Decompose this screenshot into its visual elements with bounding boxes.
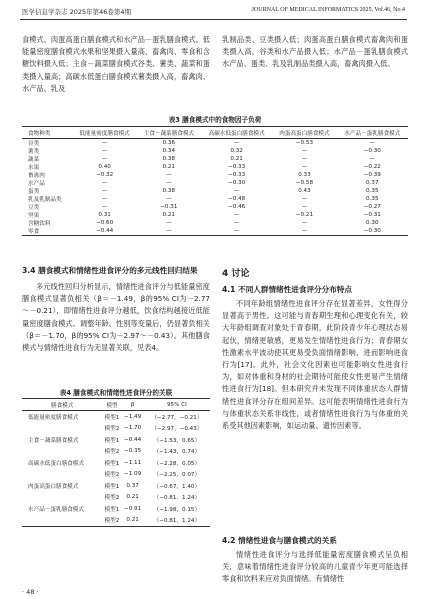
table3-cell: —: [301, 164, 308, 170]
table4-cell: （−2.97，−0.43）: [151, 426, 203, 433]
header-right: JOURNAL OF MEDICAL INFORMATICS 2025, Vol.46, No.4: [251, 7, 405, 13]
table4-cell: [22, 515, 102, 527]
table3-cell: —: [166, 196, 172, 202]
table3-cell: —: [301, 196, 308, 202]
table3-cell: −0.32: [96, 172, 114, 178]
table4-row: [22, 480, 210, 492]
page-number: · 48 ·: [22, 588, 39, 596]
table4-cell: −0.35: [124, 448, 142, 455]
table4-cell: （−1.53，0.65）: [153, 437, 201, 444]
table3-cell: —: [101, 204, 108, 210]
table3-header-cell: 肉蛋高蛋白膳食模式: [272, 127, 336, 139]
table4-row: [22, 434, 210, 446]
table3-cell: 0.38: [162, 188, 176, 194]
table3-header-cell: 食物种类: [22, 127, 72, 139]
section-4-title: 4 讨论: [222, 269, 250, 279]
table4-caption: 表4 膳食模式和情绪性进食评分的关联: [59, 389, 173, 397]
table3-cell: 蔬菜: [28, 157, 40, 163]
table3-row: [22, 163, 408, 171]
table3-cell: 蛋类: [28, 189, 40, 195]
table3-cell: 0.30: [366, 220, 379, 226]
table3-cell: —: [301, 204, 308, 210]
table3-cell: 0.38: [162, 156, 176, 162]
table3-cell: −0.58: [295, 180, 314, 186]
table3-cell: 含糖饮料: [28, 221, 51, 227]
table3-cell: —: [137, 227, 201, 236]
table4-cell: −1.49: [124, 413, 142, 420]
table3-cell: —: [233, 140, 240, 146]
table3-row: [22, 195, 408, 203]
table4-cell: （−0.81，1.24）: [153, 495, 201, 502]
table4-cell: 模型2: [104, 472, 120, 479]
table3-cell: —: [233, 220, 240, 226]
table3-cell: 0.35: [366, 188, 379, 194]
table3-cell: —: [233, 188, 240, 194]
table4-cell: 高碳水低蛋白膳食模式: [28, 460, 84, 467]
table3-row: [22, 187, 408, 195]
table3-cell: —: [166, 220, 172, 226]
table3-cell: —: [272, 227, 336, 236]
table3-row: [22, 147, 408, 155]
table4-cell: [22, 423, 102, 435]
table4-cell: 0.37: [126, 482, 139, 489]
table3-cell: −0.21: [295, 212, 314, 218]
table3-header-cell: 水产品－蛋乳膳食模式: [337, 127, 408, 139]
section-4-1-title: 4.1 不同人群情绪性进食评分分布特点: [222, 285, 353, 294]
table3-cell: —: [301, 220, 308, 226]
table3-cell: −0.30: [363, 148, 381, 154]
table3-cell: 坚果: [28, 213, 40, 219]
table3-row: [22, 227, 408, 236]
table3-cell: —: [101, 180, 108, 186]
table3-cell: 0.32: [230, 148, 243, 154]
table3-cell: —: [101, 188, 108, 194]
table3-cell: —: [233, 212, 240, 218]
section-3-4-title: 3.4 膳食模式和情绪性进食评分的多元线性回归结果: [22, 266, 198, 275]
table4-cell: 低能量密度膳食模式: [28, 414, 79, 421]
table3-cell: —: [369, 156, 376, 162]
table3-header-cell: 主食－蔬菜膳食模式: [137, 127, 201, 139]
table4-header-cell: 模型: [102, 399, 121, 411]
section-4-1-paragraph: 不同年龄组情绪性进食评分存在显著差异，女性得分显著高于男性。这可能与青春期生理和心理变化有关，较大年龄组调查对象处于青春期，此阶段青少年心理状态易起伏，情绪更敏感，更易发生情绪性进食行为；青春期女性激素水平波动使其更易受负面情绪影响，进而影响进食行为[17]。此外，社会文化因素也可能影响女性进食行为，如对体重和身材的社会期待可能使女性更易产生情绪性进食行为[18]。但本研究并未发现不同体重状态人群情绪性进食评分存在组间差异。这可能表明情绪性进食行为与体重状态关系非线性，或者情绪性进食行为与体重的关系受其他因素影响，如运动量、遗传因素等。: [222, 299, 408, 431]
header-rule: [20, 19, 407, 20]
table3-caption: 表3 膳食模式中的食物因子负荷: [168, 116, 262, 124]
table3-cell: —: [101, 148, 108, 154]
table3-cell: −0.33: [228, 172, 246, 178]
table3-cell: 0.35: [366, 196, 379, 202]
table4-cell: 0.21: [121, 515, 143, 527]
table3-cell: —: [166, 172, 172, 178]
table4-cell: （−0.81，1.24）: [144, 515, 210, 527]
table4-cell: 模型1: [104, 483, 120, 490]
table3-cell: −0.39: [363, 172, 381, 178]
table4-cell: 模型1: [104, 460, 120, 467]
table3-cell: 豆类: [28, 205, 40, 211]
table3-cell: 0.21: [162, 212, 176, 218]
table3-cell: —: [101, 140, 108, 146]
table3-row: [22, 139, 408, 148]
table4-cell: −0.91: [124, 505, 142, 512]
table3-cell: −0.27: [363, 204, 381, 210]
table4-cell: 主食－蔬菜膳食模式: [28, 437, 79, 444]
table4-header-cell: β: [121, 399, 143, 411]
table4-cell: 模型1: [104, 506, 120, 513]
table3-cell: —: [301, 156, 308, 162]
table3-cell: −0.46: [228, 204, 246, 210]
table4-cell: 模型1: [104, 437, 120, 444]
table3-cell: −0.48: [228, 196, 246, 202]
table4-row: [22, 515, 210, 527]
table3-cell: —: [166, 180, 172, 186]
table3-cell: 水果: [28, 165, 40, 171]
table3-cell: −0.30: [337, 227, 408, 236]
table4-cell: （−2.77，−0.21）: [151, 414, 203, 421]
table4-cell: （−1.43，0.74）: [153, 449, 201, 456]
table3-cell: —: [301, 148, 308, 154]
table3-cell: 0.36: [162, 140, 176, 146]
section-4-2-title: 4.2 情绪性进食与膳食模式的关系: [222, 536, 337, 545]
table3-cell: —: [201, 227, 272, 236]
table4-cell: 模型2: [102, 515, 121, 527]
table4-row: [22, 423, 210, 435]
table3-cell: 0.34: [162, 148, 176, 154]
table3-header-cell: 高碳水低蛋白膳食模式: [201, 127, 272, 139]
table4-cell: [22, 469, 102, 481]
table4-cell: −1.11: [124, 459, 142, 466]
table4-cell: （−2.28，0.05）: [153, 460, 201, 467]
table3-cell: −0.31: [160, 204, 178, 210]
table4-row: [22, 503, 210, 515]
table4-cell: [22, 446, 102, 458]
table4-cell: 0.21: [126, 494, 139, 501]
table3-cell: 谷类: [28, 141, 40, 147]
table4-row: [22, 411, 210, 423]
table3-row: [22, 219, 408, 227]
table4-cell: 模型2: [104, 449, 120, 456]
table3-cell: 0.43: [298, 188, 311, 194]
table4-cell: −1.09: [124, 471, 142, 478]
table3-cell: −0.22: [363, 164, 381, 170]
left-top-paragraph: 食模式、肉蛋高蛋白膳食模式和水产品－蛋乳膳食模式。低能量密度膳食模式水果和坚果摄入量高，畜禽肉、零食和含糖饮料摄入低；主食－蔬菜膳食模式谷类、薯类、蔬菜和蛋类摄入量高；高碳水低蛋白膳食模式薯类摄入高，畜禽肉、水产品、乳及: [22, 35, 210, 93]
header-left: 医学信息学杂志 2025年第46卷第4期: [22, 8, 132, 16]
table4-cell: [22, 492, 102, 504]
table3-cell: 畜禽肉: [28, 173, 45, 179]
table3-cell: −0.30: [228, 180, 246, 186]
table4-row: [22, 469, 210, 481]
right-top-paragraph: 乳制品类、豆类摄入低；肉蛋高蛋白膳食模式畜禽肉和蛋类摄入高，谷类和水产品摄入低；水产品－蛋乳膳食模式水产品、蛋类、乳及乳制品类摄入高，畜禽肉摄入低。: [222, 35, 408, 69]
table4-cell: 肉蛋高蛋白膳食模式: [28, 483, 79, 490]
table4-row: [22, 457, 210, 469]
table4-cell: 模型1: [104, 414, 120, 421]
table4-cell: 水产品－蛋乳膳食模式: [28, 506, 84, 513]
table3-cell: 薯类: [28, 149, 40, 155]
table3-cell: —: [369, 140, 376, 146]
table4-cell: （−0.67，1.40）: [153, 483, 201, 490]
table4-header-cell: 95% CI: [144, 399, 210, 411]
table4-cell: 模型2: [104, 495, 120, 502]
table3-row: [22, 203, 408, 211]
table3-header-cell: 低能量密度膳食模式: [72, 127, 136, 139]
section-3-4-paragraph: 多元线性回归分析显示，情绪性进食评分与低能量密度膳食模式显著负相关（β＝－1.49，β的95% CI为－2.77～－0.21），即情绪性进食评分越低，饮食结构越接近低能量密度膳食模式。调整年龄、性别等变量后，仍显著负相关（β＝－1.70，β的95% CI为－2.97～－0.43）。其他膳食模式与情绪性进食行为无显著关联，见表4。: [22, 282, 210, 353]
table3-cell: 0.21: [162, 164, 176, 170]
table4-cell: （−1.98，0.15）: [153, 506, 201, 513]
table3-cell: 0.31: [98, 212, 111, 218]
table4-cell: −0.44: [124, 436, 142, 443]
section-4-2-paragraph: 情绪性进食评分与选择低能量密度膳食模式呈负相关，意味着情绪性进食评分较高的儿童青少年更可能选择零食和饮料来应对负面情绪。有情绪性: [222, 550, 408, 584]
table3-cell: 乳及乳制品类: [28, 197, 62, 203]
table3-cell: −0.60: [96, 220, 114, 226]
table4-row: [22, 446, 210, 458]
table3-cell: 0.33: [298, 172, 311, 178]
table3-row: [22, 171, 408, 179]
table4-header-cell: 膳食模式: [22, 399, 102, 411]
table3-row: [22, 211, 408, 219]
table3-cell: 零食: [22, 227, 72, 236]
table3-cell: 0.37: [366, 180, 379, 186]
table4: [22, 398, 210, 527]
table4-cell: 模型2: [104, 426, 120, 433]
table3-cell: −0.31: [363, 212, 381, 218]
table3-cell: —: [101, 196, 108, 202]
table3: [22, 126, 408, 236]
table3-cell: 水产品: [28, 181, 45, 187]
table3-row: [22, 179, 408, 187]
table3-row: [22, 155, 408, 163]
table3-cell: 0.21: [230, 156, 243, 162]
table3-cell: −0.33: [228, 164, 246, 170]
table4-cell: −1.70: [124, 425, 142, 432]
table3-cell: 0.40: [98, 164, 111, 170]
table3-cell: −0.44: [72, 227, 136, 236]
table4-cell: （−2.25，0.07）: [153, 472, 201, 479]
table3-cell: —: [101, 156, 108, 162]
table3-cell: −0.53: [295, 140, 314, 146]
table4-row: [22, 492, 210, 504]
